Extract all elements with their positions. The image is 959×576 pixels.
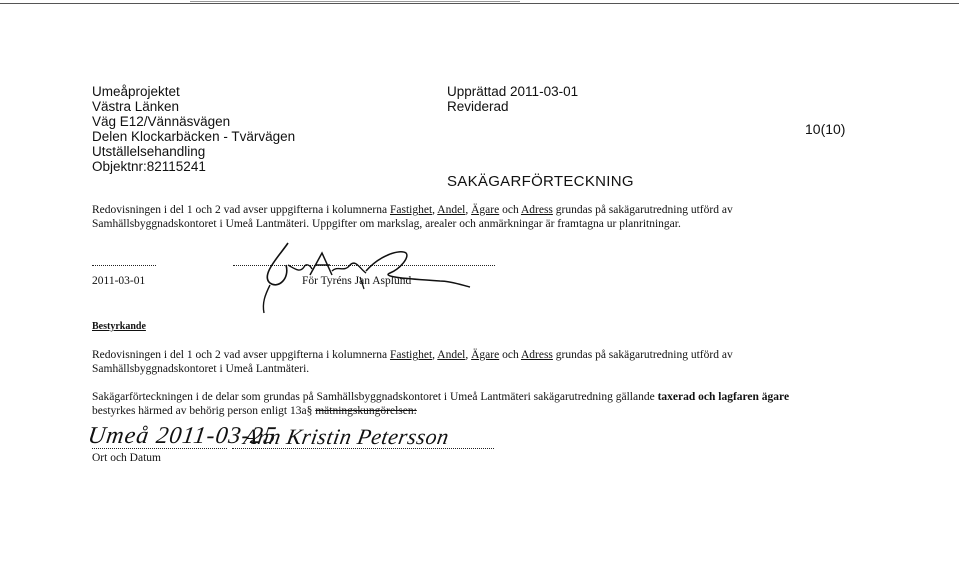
section2-line1 — [92, 348, 733, 362]
date-dotted-line — [92, 263, 156, 266]
project-line: Objektnr:82115241 — [92, 159, 206, 174]
established-date: Upprättad 2011-03-01 — [447, 84, 579, 99]
section1-paragraph — [92, 203, 733, 231]
signer-name: För Tyréns Jan Asplund — [302, 275, 412, 287]
revised-label: Reviderad — [447, 99, 509, 114]
section2-paragraph — [92, 348, 733, 376]
section1-line2: Samhällsbyggnadskontoret i Umeå Lantmäteri. Uppgifter om markslag, arealer och anmärkningar är framtagna ur planritningar. — [92, 218, 681, 230]
section2-paragraph2 — [92, 390, 789, 418]
andel-term: Andel — [437, 204, 466, 216]
fastighet-term: Fastighet — [389, 349, 433, 361]
sign-date: 2011-03-01 — [92, 275, 146, 287]
top-rule-secondary — [190, 1, 520, 2]
bold-run: taxerad och lagfaren ägare — [657, 391, 790, 403]
agare-term: Ägare — [471, 349, 500, 361]
project-line: Utställelsehandling — [92, 144, 206, 159]
fastighet-term: Fastighet — [389, 204, 433, 216]
signature2-dotted-line — [232, 446, 494, 449]
section2-line2: Samhällsbyggnadskontoret i Umeå Lantmäteri. — [92, 363, 310, 375]
text-run: grundas på sakägarutredning utförd av — [552, 204, 733, 216]
agare-term: Ägare — [471, 204, 500, 216]
project-line: Västra Länken — [92, 99, 180, 114]
section2-p2-line1 — [92, 390, 789, 404]
struck-text: mätningskungörelsen: — [315, 405, 417, 417]
text-run: Redovisningen i del 1 och 2 vad avser uppgifterna i kolumnerna — [92, 349, 390, 361]
project-line: Väg E12/Vännäsvägen — [92, 114, 231, 129]
text-run: och — [499, 349, 521, 361]
text-run: bestyrkes härmed av behörig person enligt 13a§ — [92, 405, 316, 417]
page-number: 10(10) — [805, 121, 846, 137]
text-run: Sakägarförteckningen i de delar som grundas på Samhällsbyggnadskontoret i Umeå Lantmäteri sakägarutredning gällande — [92, 391, 658, 403]
section1-line1 — [92, 203, 733, 217]
section2-heading: Bestyrkande — [92, 321, 146, 332]
project-line: Umeåprojektet — [92, 84, 180, 99]
andel-term: Andel — [437, 349, 466, 361]
text-run: och — [499, 204, 521, 216]
adress-term: Adress — [520, 349, 553, 361]
text-run: Redovisningen i del 1 och 2 vad avser uppgifterna i kolumnerna — [92, 204, 390, 216]
text-run: grundas på sakägarutredning utförd av — [552, 349, 733, 361]
handwritten-signature-1 — [240, 235, 480, 315]
project-line: Delen Klockarbäcken - Tvärvägen — [92, 129, 296, 144]
text-run: , — [432, 349, 438, 361]
text-run: , — [465, 349, 472, 361]
section2-p2-line2 — [92, 404, 789, 418]
top-rule — [0, 3, 959, 4]
place-date-label: Ort och Datum — [92, 452, 161, 464]
document-title: SAKÄGARFÖRTECKNING — [447, 173, 634, 190]
text-run: , — [432, 204, 438, 216]
place-date-dotted-line — [92, 446, 227, 449]
handwritten-signature-2: Ann Kristin Petersson — [241, 424, 452, 449]
adress-term: Adress — [520, 204, 553, 216]
project-info — [92, 84, 295, 174]
text-run: , — [465, 204, 472, 216]
handwritten-place-date: Umeå 2011-03-25 — [86, 423, 279, 449]
